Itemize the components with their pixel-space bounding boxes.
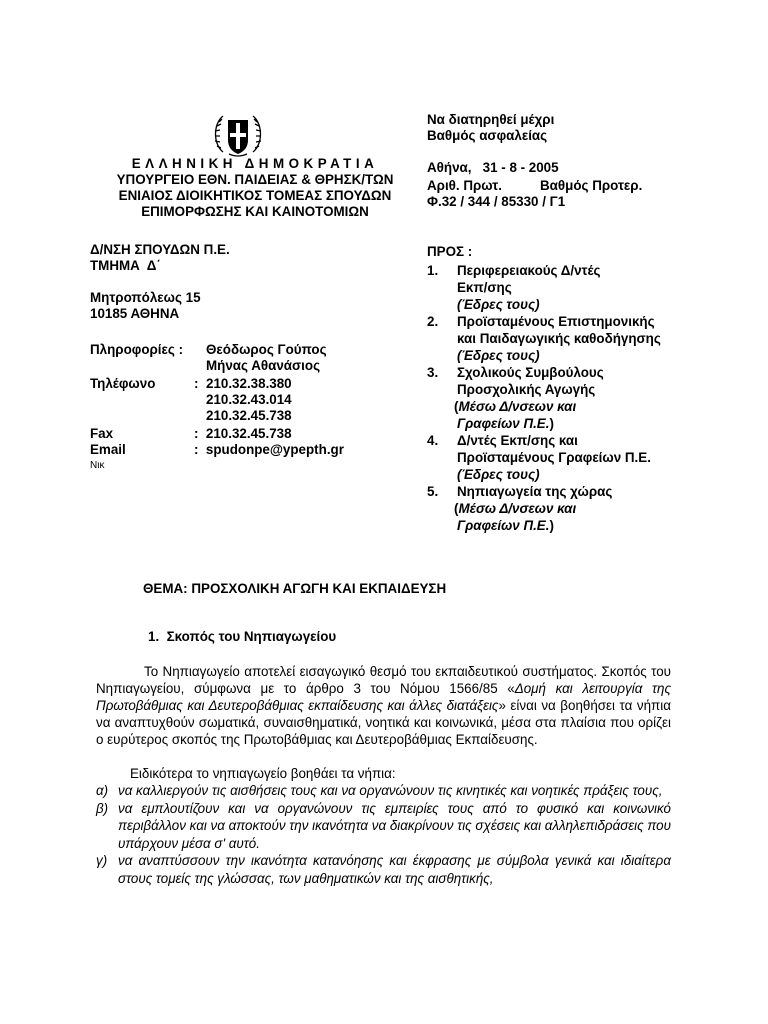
security-label: Βαθμός ασφαλείας	[427, 128, 548, 143]
address-street: Μητροπόλεως 15	[90, 290, 201, 305]
info-name-2: Μήνας Αθανάσιος	[206, 358, 321, 373]
recipient-line: Προϊσταμένους Επιστημονικής	[457, 314, 655, 329]
protocol-number: Φ.32 / 344 / 85330 / Γ1	[427, 194, 566, 209]
list-item-label: γ)	[96, 853, 108, 868]
body-text: Το Νηπιαγωγείο αποτελεί εισαγωγικό θεσμό του εκπαιδευτικού συστήματος. Σκοπός του Νηπιαγωγείου, σύμφωνα με το άρθρο 3 του Νόμου 1566/85 «	[96, 664, 671, 696]
recipient-number: 4.	[427, 433, 439, 448]
list-item-label: β)	[96, 800, 109, 816]
email-label: Email	[90, 442, 126, 457]
document-subject: ΘΕΜΑ: ΠΡΟΣΧΟΛΙΚΗ ΑΓΩΓΗ ΚΑΙ ΕΚΠΑΙΔΕΥΣΗ	[143, 581, 447, 596]
body-text: » είναι να βοηθήσει τα νήπια να αναπτυχθούν σωματικά, συναισθηματικά, νοητικά και κοινωνικά, μέσα στα πλαίσια που ορίζει ο ευρύτερος σκοπός της Πρωτοβάθμιας και Δευτεροβάθμιας Εκπαίδευσης.	[96, 698, 672, 747]
recipient-line: Νηπιαγωγεία της χώρας	[457, 484, 613, 499]
document-date: Αθήνα, 31 - 8 - 2005	[427, 160, 559, 175]
law-title: Δομή και λειτουργία της Πρωτοβάθμιας και Δευτεροβάθμιας εκπαίδευσης και άλλες διατάξεις	[96, 681, 671, 713]
recipient-line: και Παιδαγωγικής καθοδήγησης	[457, 331, 661, 346]
phone-number-2: 210.32.43.014	[206, 392, 292, 407]
directorate-label: Δ/ΝΣΗ ΣΠΟΥΔΩΝ Π.Ε.	[90, 242, 230, 257]
phone-label: Τηλέφωνο	[90, 376, 156, 391]
priority-label: Βαθμός Προτερ.	[540, 178, 643, 193]
recipient-number: 5.	[427, 484, 439, 499]
department-label: ΤΜΗΜΑ Δ΄	[90, 258, 161, 273]
recipient-number: 1.	[427, 263, 439, 278]
list-item-label: α)	[96, 783, 109, 798]
list-item	[96, 800, 671, 853]
list-item	[96, 782, 671, 800]
recipient-via-text: Γραφείων Π.Ε.	[457, 416, 550, 431]
recipient-line: Προϊσταμένους Γραφείων Π.Ε.	[457, 450, 651, 465]
fax-label: Fax	[90, 426, 114, 441]
recipient-line: Προσχολικής Αγωγής	[457, 382, 596, 397]
phone-colon: :	[194, 376, 199, 391]
recipient-via-line1: (Μέσω Δ/νσεων και	[454, 399, 577, 414]
recipient-seat: (Έδρες τους)	[457, 467, 540, 482]
fax-value: : 210.32.45.738	[194, 426, 292, 441]
recipient-seat: (Έδρες τους)	[457, 348, 540, 363]
recipient-number: 3.	[427, 365, 439, 380]
list-item	[96, 852, 671, 887]
sector-heading-line2: ΕΠΙΜΟΡΦΩΣΗΣ ΚΑΙ ΚΑΙΝΟΤΟΜΙΩΝ	[141, 204, 369, 219]
section-title: 1. Σκοπός του Νηπιαγωγείου	[148, 629, 337, 644]
recipient-via-line2: Γραφείων Π.Ε.)	[457, 518, 554, 533]
protocol-label: Αριθ. Πρωτ.	[427, 178, 502, 193]
phone-number-1: 210.32.38.380	[206, 376, 292, 391]
recipient-line: Εκπ/σης	[457, 280, 512, 295]
ministry-heading: ΥΠΟΥΡΓΕΙΟ ΕΘΝ. ΠΑΙΔΕΙΑΣ & ΘΡΗΣΚ/ΤΩΝ	[116, 172, 394, 187]
greek-coat-of-arms-emblem	[209, 108, 267, 160]
recipient-via-line2: Γραφείων Π.Ε.)	[457, 416, 554, 431]
sector-heading-line1: ΕΝΙΑΙΟΣ ΔΙΟΙΚΗΤΙΚΟΣ ΤΟΜΕΑΣ ΣΠΟΥΔΩΝ	[118, 188, 392, 203]
recipient-via-line1: (Μέσω Δ/νσεων και	[454, 501, 577, 516]
recipient-line: Περιφερειακούς Δ/ντές	[457, 263, 601, 278]
info-name-1: Θεόδωρος Γούπος	[206, 342, 327, 357]
list-item-text: να εμπλουτίζουν και να οργανώνουν τις εμπειρίες τους από το φυσικό και κοινωνικό περιβάλλον και να αποκτούν την ικανότητα να διακρίνουν τις σχέσεις και αλληλεπιδράσεις που υπάρχουν μέσα σ' αυτό.	[118, 800, 671, 851]
recipient-number: 2.	[427, 314, 439, 329]
email-value: : spudonpe@ypepth.gr	[194, 442, 344, 457]
address-postal: 10185 ΑΘΗΝΑ	[90, 306, 180, 321]
recipient-via-text: Γραφείων Π.Ε.	[457, 518, 550, 533]
recipient-via-text: Μέσω Δ/νσεων και	[458, 501, 577, 516]
country-heading: ΕΛΛΗΝΙΚΗ ΔΗΜΟΚΡΑΤΙΑ	[131, 156, 379, 171]
goals-list	[96, 782, 671, 887]
list-item-text: να καλλιεργούν τις αισθήσεις τους και να οργανώνουν τις κινητικές και νοητικές πράξεις τους,	[118, 783, 663, 798]
info-label: Πληροφορίες :	[90, 342, 184, 357]
list-item-text: να αναπτύσσουν την ικανότητα κατανόησης και έκφρασης με σύμβολα γενικά και ιδιαίτερα στους τομείς της γλώσσας, των μαθηματικών και της αισθητικής,	[118, 853, 671, 886]
recipient-seat: (Έδρες τους)	[457, 297, 540, 312]
initials-text: Νικ	[90, 460, 105, 471]
recipient-line: Δ/ντές Εκπ/σης και	[457, 433, 578, 448]
body-paragraph-2: Ειδικότερα το νηπιαγωγείο βοηθάει τα νήπια:	[130, 766, 396, 781]
recipient-line: Σχολικούς Συμβούλους	[457, 365, 604, 380]
recipients-heading: ΠΡΟΣ :	[427, 244, 473, 259]
recipient-via-text: Μέσω Δ/νσεων και	[458, 399, 577, 414]
keep-until-label: Να διατηρηθεί μέχρι	[427, 112, 555, 127]
phone-number-3: 210.32.45.738	[206, 408, 292, 423]
body-paragraph-1	[96, 663, 671, 748]
